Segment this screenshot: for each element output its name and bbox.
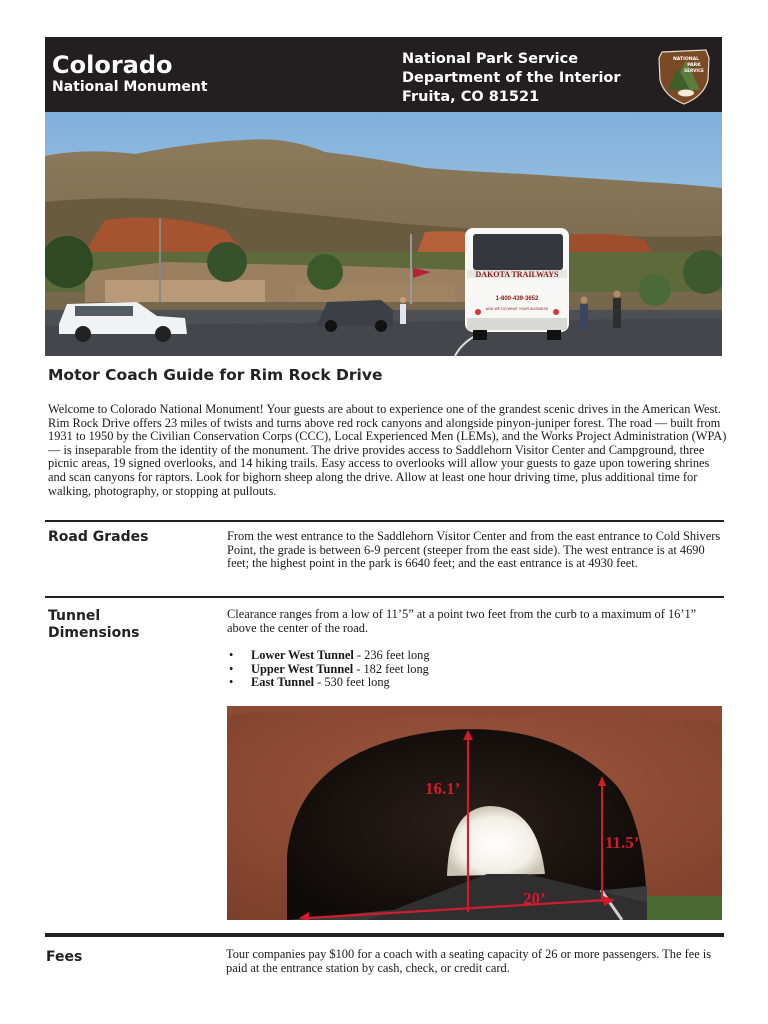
tunnel-heading-line2: Dimensions bbox=[48, 625, 140, 641]
tunnel-heading bbox=[48, 608, 140, 642]
dimension-label-center-height: 16.1’ bbox=[425, 779, 461, 798]
road-grades-heading: Road Grades bbox=[48, 529, 149, 545]
tunnel-length: - 236 feet long bbox=[353, 648, 430, 662]
agency-block bbox=[402, 50, 621, 107]
logo-text-national: NATIONAL bbox=[672, 57, 700, 62]
tunnel-list bbox=[228, 649, 628, 690]
tunnel-photo bbox=[227, 706, 722, 920]
bus-name: DAKOTA TRAILWAYS bbox=[475, 270, 559, 279]
tunnel-name: East Tunnel bbox=[251, 675, 315, 690]
road-grades-text: From the west entrance to the Saddlehorn Visitor Center and from the east entrance to Cold Shivers Point, the grade is between 6-9 percent (steeper from the east side). The west entrance is at 4690 feet; the highest point in the park is 6640 feet; and the east entrance is at 4930 feet. bbox=[227, 529, 721, 571]
fees-heading: Fees bbox=[46, 949, 83, 965]
intro-paragraph: Welcome to Colorado National Monument! Your guests are about to experience one of the grandest scenic drives in the American West. Rim Rock Drive offers 23 miles of twists and turns above red rock canyons and alongside pinyon-juniper forest. The road — built from 1931 to 1950 by the Civilian Conservation Corps (CCC), Local Experienced Men (LEMs), and the Works Project Administration (WPA) — is inseparable from the identity of the monument. The drive provides access to Saddlehorn Visitor Center and Campground, three picnic areas, 19 signed overlooks, and 14 hiking trails. Easy access to overlooks will allow your guests to gaze upon towering shrines and scan canyons for raptors. Look for bighorn sheep along the drive. Allow at least one hour driving time, plus additional time for walking, photography, or stopping at pullouts. bbox=[48, 402, 727, 498]
list-item bbox=[228, 676, 628, 690]
tunnel-heading-line1: Tunnel bbox=[48, 608, 101, 624]
bus-slogan: AND WE DO WHAT YOUR BUSINESS bbox=[485, 307, 549, 311]
tunnel-name: Lower West Tunnel bbox=[251, 648, 354, 662]
section-divider bbox=[45, 520, 724, 522]
list-item bbox=[228, 663, 628, 677]
nps-arrowhead-logo bbox=[656, 46, 712, 106]
park-type: National Monument bbox=[52, 79, 208, 95]
list-item bbox=[228, 649, 628, 663]
address: Fruita, CO 81521 bbox=[402, 89, 540, 105]
department-name: Department of the Interior bbox=[402, 70, 621, 86]
park-name: Colorado bbox=[52, 51, 173, 79]
tunnel-length: - 182 feet long bbox=[353, 661, 429, 676]
dimension-label-edge-height: 11.5’ bbox=[605, 833, 640, 852]
section-divider bbox=[45, 596, 724, 598]
tunnel-name: Upper West Tunnel bbox=[251, 661, 354, 676]
bus-phone: 1-800-439-3652 bbox=[495, 296, 539, 302]
logo-text-service: SERVICE bbox=[684, 68, 704, 73]
header-band bbox=[45, 37, 722, 112]
page-title: Motor Coach Guide for Rim Rock Drive bbox=[48, 366, 383, 384]
tunnel-length: - 530 feet long bbox=[314, 675, 390, 690]
logo-text-park: PARK bbox=[687, 63, 701, 68]
hero-photo-visitor-center bbox=[45, 112, 722, 356]
agency-name: National Park Service bbox=[402, 51, 579, 67]
fees-text: Tour companies pay $100 for a coach with a seating capacity of 26 or more passengers. The fee is paid at the entrance station by cash, check, or credit card. bbox=[226, 947, 712, 975]
tunnel-clearance-text: Clearance ranges from a low of 11’5” at a point two feet from the curb to a maximum of 16’1” above the center of the road. bbox=[227, 607, 697, 635]
section-divider bbox=[45, 933, 724, 937]
dimension-label-width: 20’ bbox=[523, 889, 546, 908]
